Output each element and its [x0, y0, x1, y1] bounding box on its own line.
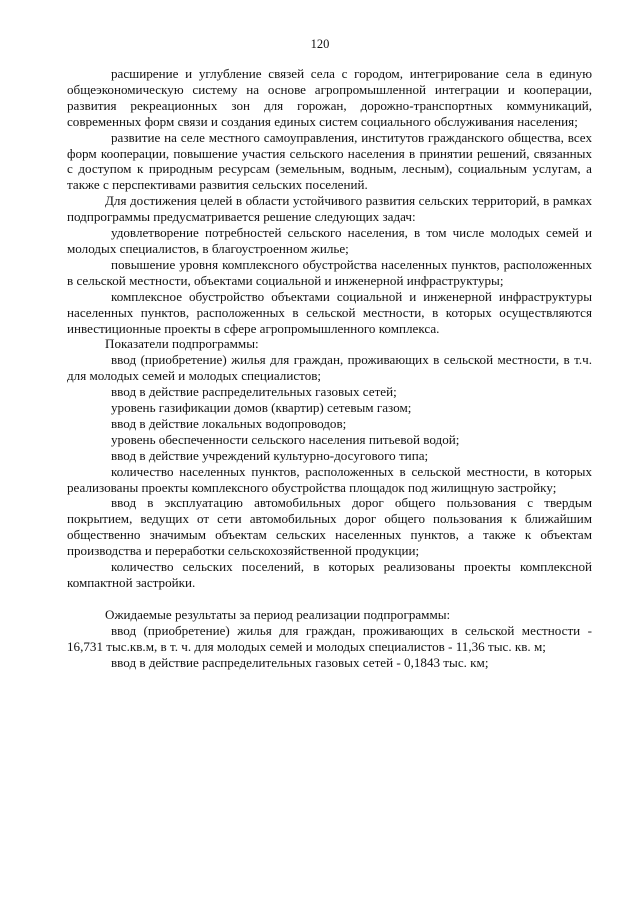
paragraph: ввод в действие распределительных газовых сетей - 0,1843 тыс. км;	[111, 654, 489, 670]
paragraph: количество сельских поселений, в которых реализованы проекты комплексной компактной застройки.	[67, 559, 592, 590]
paragraph: ввод (приобретение) жилья для граждан, проживающих в сельской местности - 16,731 тыс.кв.м, в т. ч. для молодых семей и молодых специалистов - 11,36 тыс. кв. м;	[67, 622, 592, 654]
paragraph: комплексное обустройство объектами социальной и инженерной инфраструктуры населенных пунктов, расположенных в сельской местности, в которых осуществляются инвестиционные проекты в сфере агропромышленного комплекса.	[67, 288, 592, 336]
section-heading: Показатели подпрограммы:	[105, 336, 259, 352]
paragraph: ввод в действие распределительных газовых сетей;	[111, 384, 397, 400]
section-heading: Ожидаемые результаты за период реализации подпрограммы:	[105, 606, 451, 622]
paragraph: Для достижения целей в области устойчивого развития сельских территорий, в рамках подпрограммы предусматривается решение следующих задач:	[67, 193, 592, 225]
paragraph: уровень газификации домов (квартир) сетевым газом;	[111, 400, 412, 416]
page-number: 120	[310, 37, 330, 51]
paragraph: количество населенных пунктов, расположенных в сельской местности, в которых реализованы проекты комплексного обустройства площадок под жилищную застройку;	[67, 463, 592, 495]
paragraph: ввод (приобретение) жилья для граждан, проживающих в сельской местности, в т.ч. для молодых семей и молодых специалистов;	[67, 352, 592, 384]
page-body	[67, 66, 592, 671]
paragraph: удовлетворение потребностей сельского населения, в том числе молодых семей и молодых специалистов, в благоустроенном жилье;	[67, 225, 592, 256]
paragraph: ввод в действие учреждений культурно-досугового типа;	[111, 447, 429, 463]
blank-line	[67, 591, 592, 607]
paragraph: расширение и углубление связей села с городом, интегрирование села в единую общеэкономическую систему на основе агропромышленной интеграции и кооперации, развития рекреационных зон для горожан, дорожно-транспортных коммуникаций, современных форм связи и создания единых систем социального обслуживания населения;	[67, 66, 592, 129]
paragraph: ввод в эксплуатацию автомобильных дорог общего пользования с твердым покрытием, ведущих от сети автомобильных дорог общего пользования к ближайшим общественно значимым объектам сельских населенных пунктов, а также к объектам производства и переработки сельскохозяйственной продукции;	[67, 495, 592, 559]
paragraph: повышение уровня комплексного обустройства населенных пунктов, расположенных в сельской местности, объектами социальной и инженерной инфраструктуры;	[67, 256, 592, 288]
paragraph: ввод в действие локальных водопроводов;	[111, 415, 347, 431]
paragraph: развитие на селе местного самоуправления, институтов гражданского общества, всех форм кооперации, повышение участия сельского населения в принятии решений, связанных с доступом к природным ресурсам (земельным, водным, лесным), социальным услугам, а также с перспективами развития сельских поселений.	[67, 129, 592, 193]
paragraph: уровень обеспеченности сельского населения питьевой водой;	[111, 431, 460, 447]
